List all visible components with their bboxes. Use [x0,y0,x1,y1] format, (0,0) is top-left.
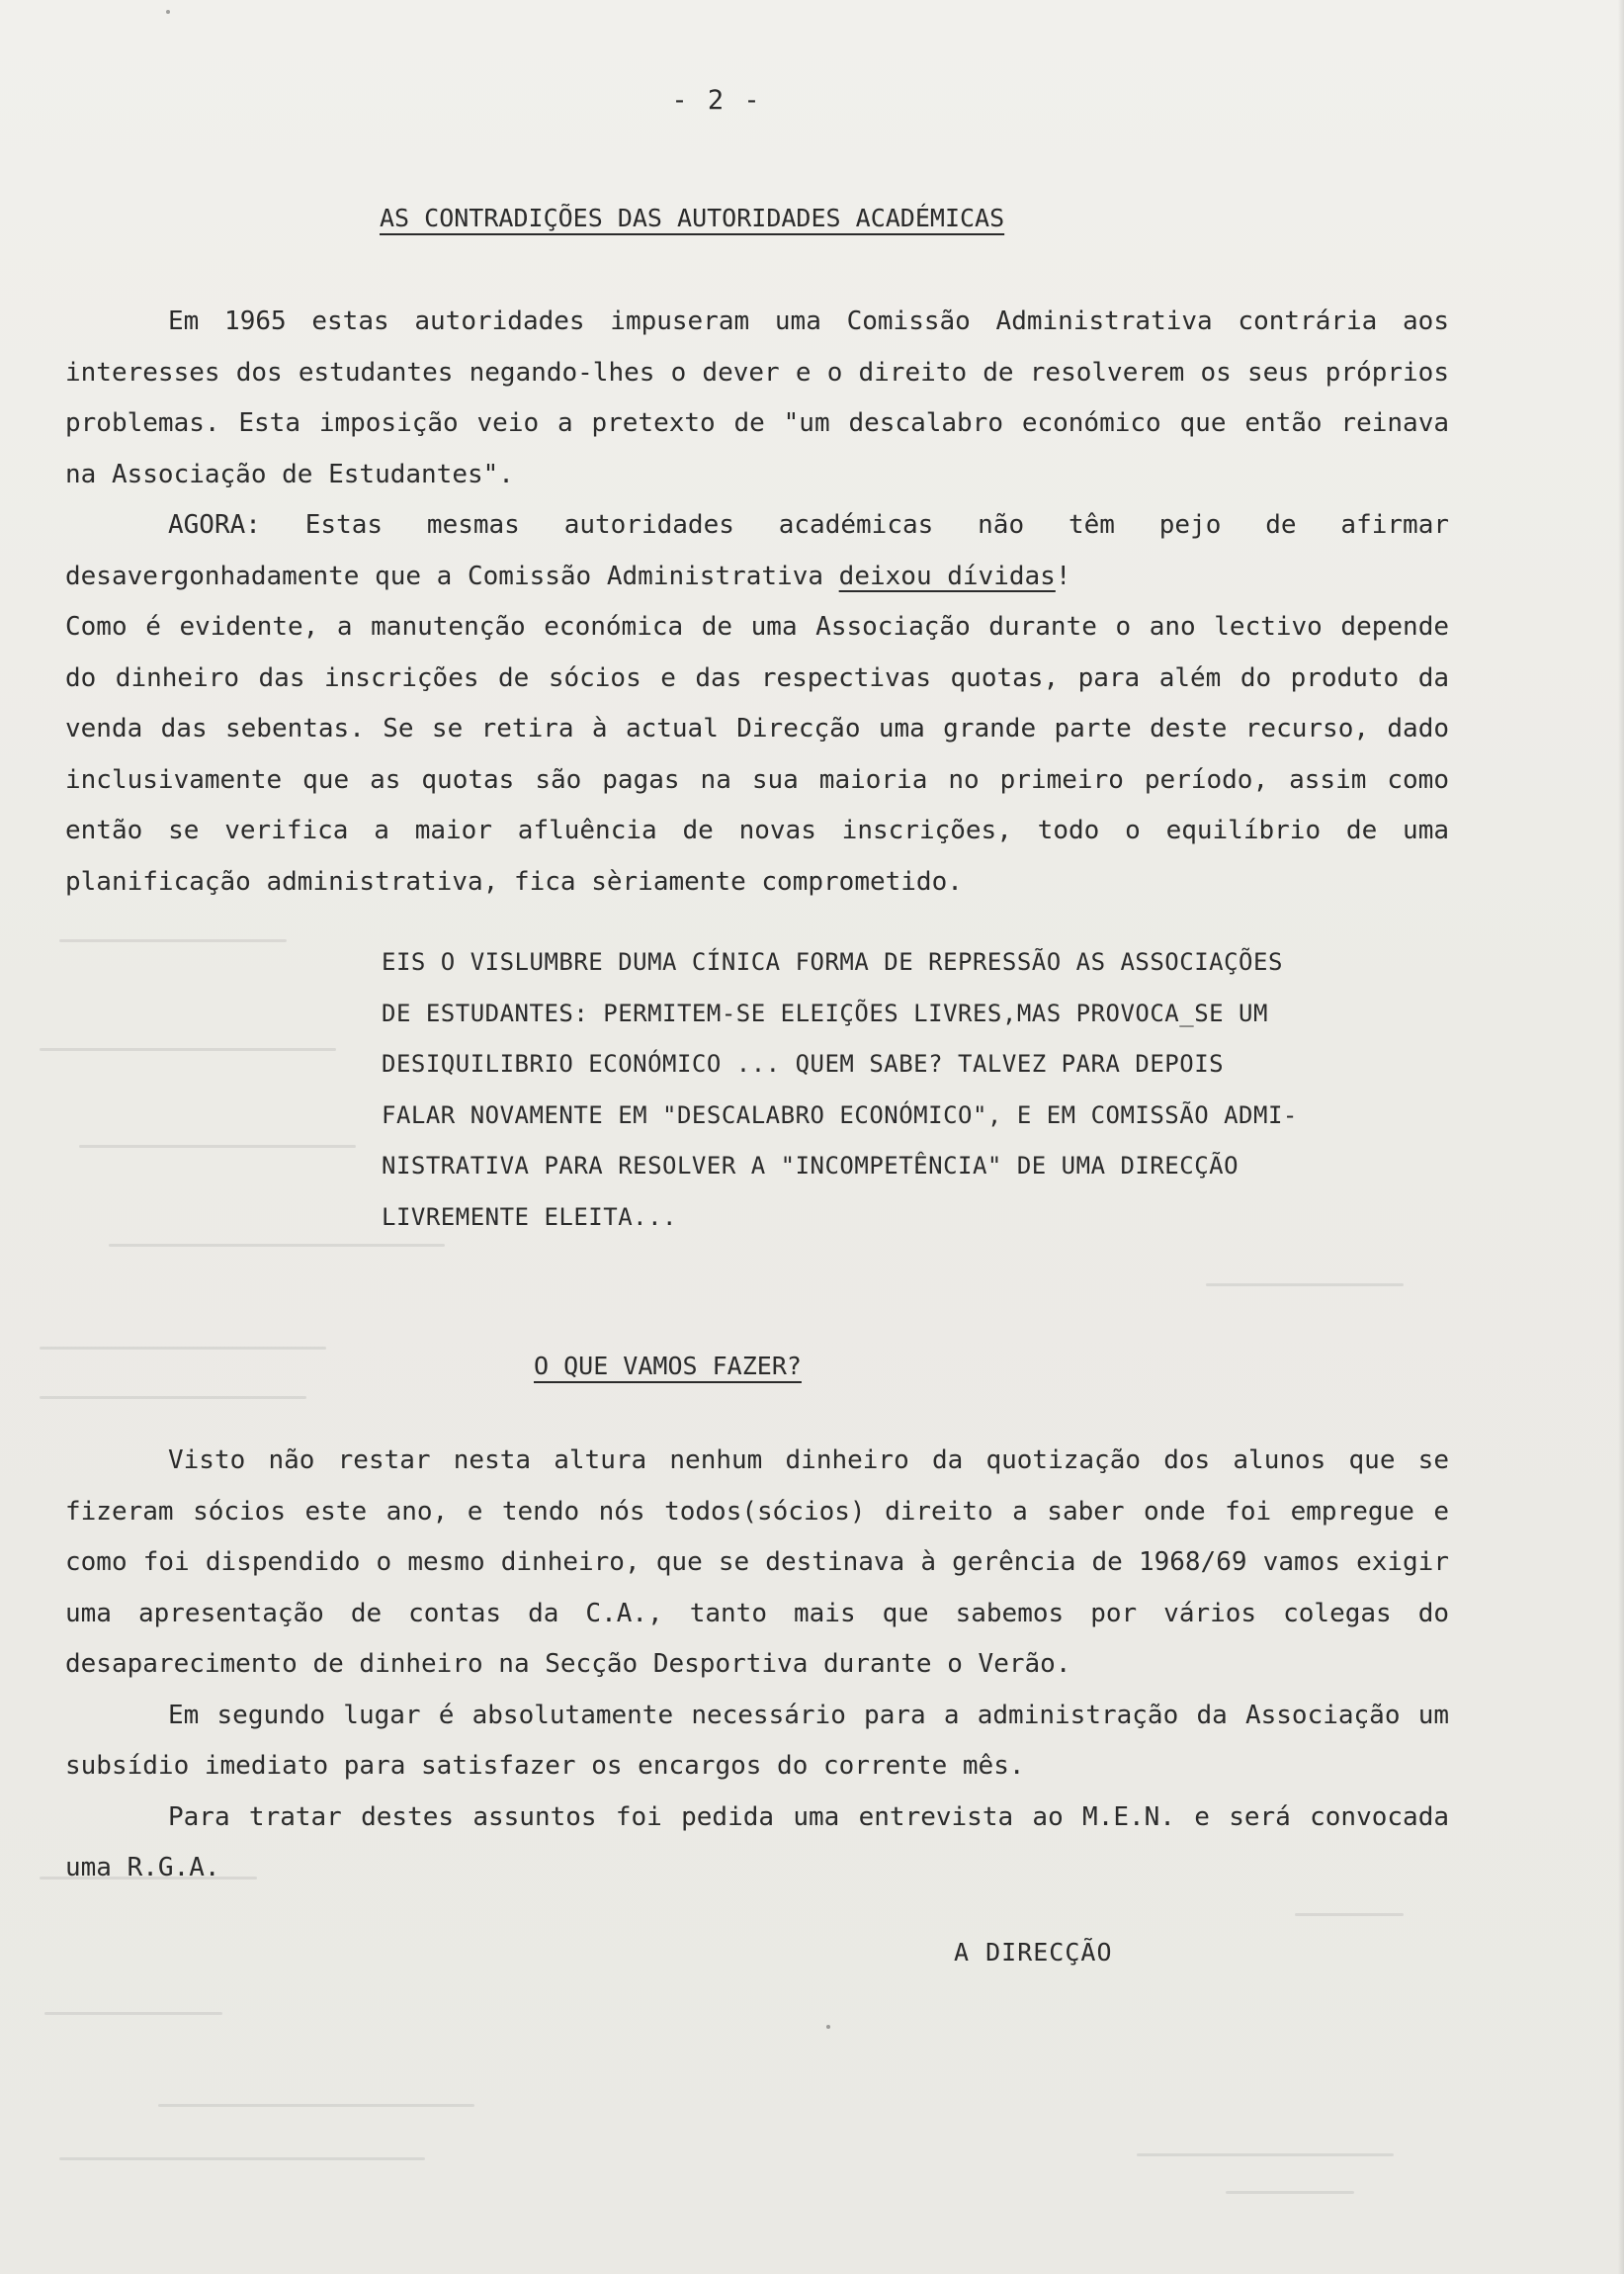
paragraph: Como é evidente, a manutenção económica de uma Associação durante o ano lectivo depende do dinheiro das inscrições de sócios e das respectivas quotas, para além do produto da venda das sebentas. Se se retira à actual Direcção uma grande parte deste recurso, dado inclusivamente que as quotas são pagas na sua maioria no primeiro período, assim como então se verifica a maior afluência de novas inscrições, todo o equilíbrio de uma planificação administrativa, fica sèriamente comprometido. [65,612,1449,897]
emphasis-line: NISTRATIVA PARA RESOLVER A "INCOMPETÊNCIA" DE UMA DIRECÇÃO [382,1152,1239,1180]
paragraph: Em 1965 estas autoridades impuseram uma Comissão Administrativa contrária aos interesses dos estudantes negando-lhes o dever e o direito de resolverem os seus próprios problemas. Esta imposição veio a pretexto de "um descalabro económico que então reinava na Associação de Estudantes". [65,306,1449,489]
emphasis-line: LIVREMENTE ELEITA... [382,1202,677,1231]
show-through-mark [158,2104,474,2107]
paragraph: Para tratar destes assuntos foi pedida uma entrevista ao M.E.N. e será convocada uma R.G.A. [65,1801,1449,1882]
signature: A DIRECÇÃO [954,1938,1113,1967]
show-through-mark [79,1145,356,1148]
paragraph: Em segundo lugar é absolutamente necessário para a administração da Associação um subsídio imediato para satisfazer os encargos do corrente mês. [65,1700,1449,1781]
page-edge-shadow [1618,0,1624,2274]
show-through-mark [59,2157,425,2160]
emphasis-line: DESIQUILIBRIO ECONÓMICO ... QUEM SABE? TALVEZ PARA DEPOIS [382,1050,1225,1078]
page-number: - 2 - [671,85,762,116]
paragraph [65,500,1449,602]
emphasis-line: EIS O VISLUMBRE DUMA CÍNICA FORMA DE REPRESSÃO AS ASSOCIAÇÕES [382,948,1283,976]
show-through-mark [40,1347,326,1350]
ink-speck [166,10,170,14]
show-through-mark [1226,2191,1354,2194]
body-section-2 [65,1436,1449,1894]
body-section-1 [65,297,1449,908]
show-through-mark [109,1244,445,1247]
section-heading-what-to-do: O QUE VAMOS FAZER? [534,1352,802,1380]
underlined-phrase: deixou dívidas [838,561,1056,591]
show-through-mark [59,939,287,942]
emphasis-line: DE ESTUDANTES: PERMITEM-SE ELEIÇÕES LIVRES,MAS PROVOCA_SE UM [382,999,1268,1027]
show-through-mark [40,1396,306,1399]
show-through-mark [40,1048,336,1051]
section-heading-contradictions: AS CONTRADIÇÕES DAS AUTORIDADES ACADÉMICAS [380,204,1005,232]
show-through-mark [1295,1913,1404,1916]
show-through-mark [1137,2153,1394,2156]
ink-speck [826,2025,830,2029]
paragraph-text: ! [1055,561,1071,591]
emphasis-block [382,937,1410,1243]
show-through-mark [44,2012,222,2015]
emphasis-line: FALAR NOVAMENTE EM "DESCALABRO ECONÓMICO", E EM COMISSÃO ADMI- [382,1100,1298,1129]
show-through-mark [1206,1283,1404,1286]
paragraph-text: AGORA: Estas mesmas autoridades académicas não têm pejo de afirmar desavergonhadamente que a Comissão Administrativa [65,510,1449,591]
paragraph: Visto não restar nesta altura nenhum dinheiro da quotização dos alunos que se fizeram sócios este ano, e tendo nós todos(sócios) direito a saber onde foi empregue e como foi dispendido o mesmo dinheiro, que se destinava à gerência de 1968/69 vamos exigir uma apresentação de contas da C.A., tanto mais que sabemos por vários colegas do desaparecimento de dinheiro na Secção Desportiva durante o Verão. [65,1445,1449,1679]
